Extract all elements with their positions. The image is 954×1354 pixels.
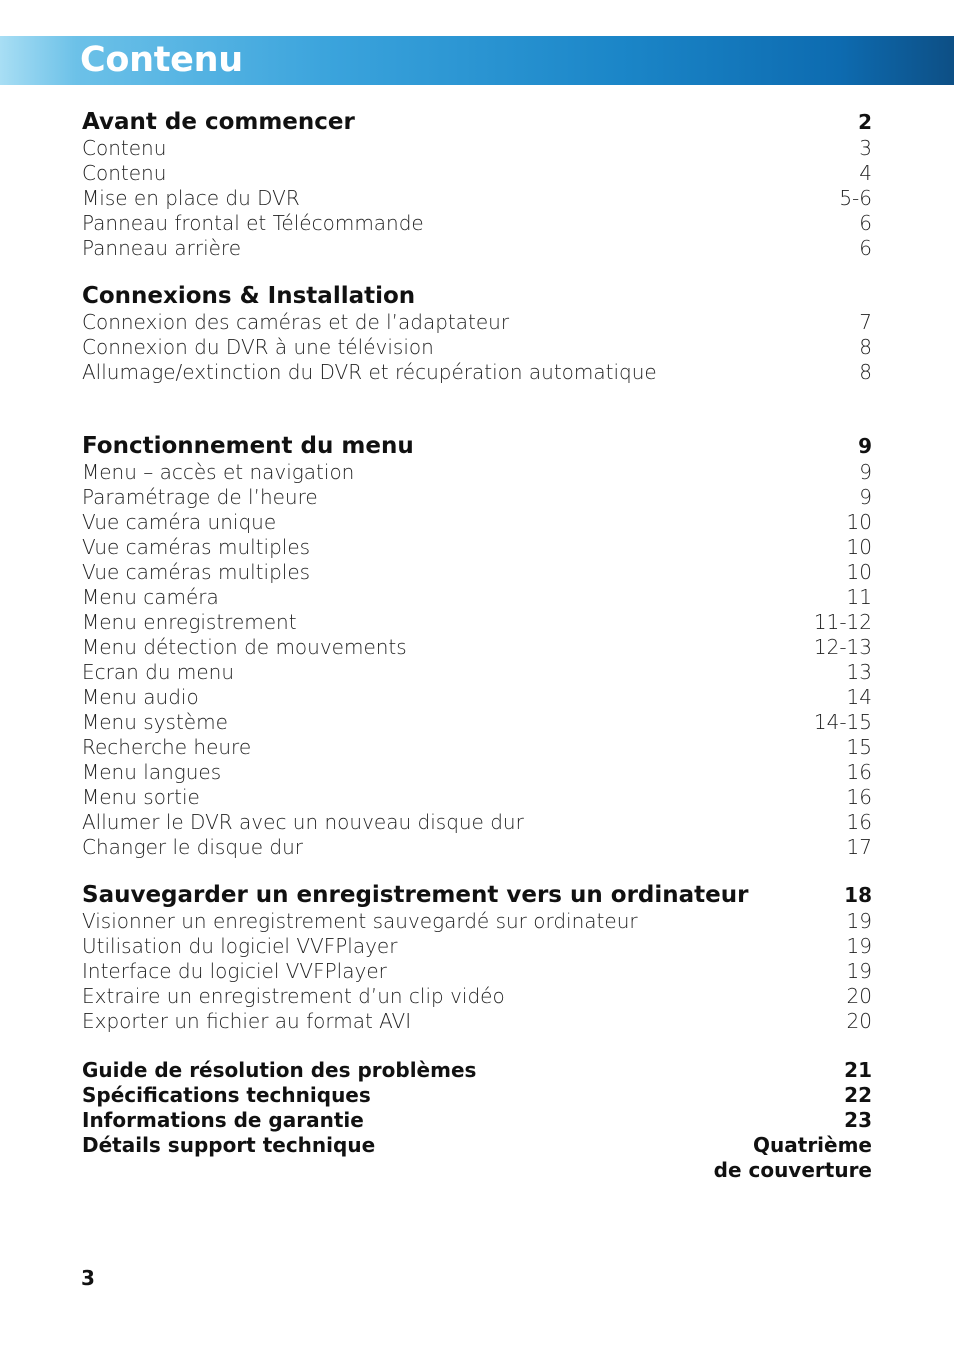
entry-page: Quatrième bbox=[753, 1133, 872, 1157]
toc-entry bbox=[82, 211, 872, 236]
entry-page: 16 bbox=[846, 810, 872, 834]
spacer bbox=[82, 1034, 872, 1058]
entry-label: Contenu bbox=[82, 136, 167, 160]
toc-section-fonctionnement-menu bbox=[82, 433, 872, 860]
entry-label: Changer le disque dur bbox=[82, 835, 303, 859]
section-heading bbox=[82, 283, 872, 310]
toc-entry bbox=[82, 984, 872, 1009]
entry-page: 19 bbox=[846, 959, 872, 983]
entry-page: 22 bbox=[844, 1083, 872, 1107]
entry-label: Recherche heure bbox=[82, 735, 252, 759]
entry-page: 11-12 bbox=[813, 610, 872, 634]
section-title: Avant de commencer bbox=[82, 109, 355, 135]
entry-label: Connexion du DVR à une télévision bbox=[82, 335, 434, 359]
entry-label: Menu système bbox=[82, 710, 228, 734]
entry-label: Ecran du menu bbox=[82, 660, 235, 684]
entry-page: 11 bbox=[846, 585, 872, 609]
entry-label: Panneau arrière bbox=[82, 236, 242, 260]
entry-label: Vue caméra unique bbox=[82, 510, 277, 534]
toc-entry bbox=[82, 560, 872, 585]
toc-section-appendices bbox=[82, 1058, 872, 1183]
toc-entry bbox=[82, 535, 872, 560]
section-page: 9 bbox=[858, 434, 872, 458]
entry-page: 12-13 bbox=[813, 635, 872, 659]
toc-entry bbox=[82, 835, 872, 860]
entry-label: Menu audio bbox=[82, 685, 199, 709]
entry-label: Interface du logiciel VVFPlayer bbox=[82, 959, 387, 983]
entry-label: Informations de garantie bbox=[82, 1108, 364, 1132]
entry-page: 13 bbox=[846, 660, 872, 684]
entry-label: Contenu bbox=[82, 161, 167, 185]
toc-entry bbox=[82, 510, 872, 535]
toc-entry bbox=[82, 610, 872, 635]
entry-page: 4 bbox=[859, 161, 872, 185]
toc-entry bbox=[82, 460, 872, 485]
entry-page: 16 bbox=[846, 785, 872, 809]
toc-entry bbox=[82, 660, 872, 685]
entry-label: Paramétrage de l’heure bbox=[82, 485, 318, 509]
toc-entry bbox=[82, 1083, 872, 1108]
toc-entry bbox=[82, 236, 872, 261]
entry-page: 19 bbox=[846, 909, 872, 933]
entry-page: 10 bbox=[846, 510, 872, 534]
entry-page: 17 bbox=[846, 835, 872, 859]
entry-label: Vue caméras multiples bbox=[82, 535, 311, 559]
section-title: Fonctionnement du menu bbox=[82, 433, 414, 459]
toc-entry bbox=[82, 335, 872, 360]
section-heading bbox=[82, 433, 872, 460]
toc-entry bbox=[82, 785, 872, 810]
toc-entry bbox=[82, 485, 872, 510]
toc-section-avant-de-commencer bbox=[82, 109, 872, 261]
entry-label: Visionner un enregistrement sauvegardé sur ordinateur bbox=[82, 909, 638, 933]
section-title: Sauvegarder un enregistrement vers un ordinateur bbox=[82, 882, 749, 908]
entry-label: Détails support technique bbox=[82, 1133, 376, 1157]
entry-page: 9 bbox=[859, 485, 872, 509]
toc-entry bbox=[82, 635, 872, 660]
toc-entry bbox=[82, 710, 872, 735]
entry-label: Menu enregistrement bbox=[82, 610, 297, 634]
entry-label: Extraire un enregistrement d’un clip vidéo bbox=[82, 984, 505, 1008]
section-page: 18 bbox=[844, 883, 872, 907]
entry-page: 9 bbox=[859, 460, 872, 484]
toc-entry bbox=[82, 360, 872, 385]
entry-page: 15 bbox=[846, 735, 872, 759]
entry-page: 14 bbox=[846, 685, 872, 709]
spacer bbox=[82, 385, 872, 433]
section-heading bbox=[82, 882, 872, 909]
toc-entry bbox=[82, 810, 872, 835]
entry-label: Mise en place du DVR bbox=[82, 186, 300, 210]
entry-label: Guide de résolution des problèmes bbox=[82, 1058, 477, 1082]
entry-label: Connexion des caméras et de l’adaptateur bbox=[82, 310, 510, 334]
entry-label: Panneau frontal et Télécommande bbox=[82, 211, 424, 235]
header-banner bbox=[0, 36, 954, 85]
toc-entry bbox=[82, 1009, 872, 1034]
page-number: 3 bbox=[81, 1266, 95, 1290]
entry-page: 5-6 bbox=[839, 186, 872, 210]
toc-entry bbox=[82, 1058, 872, 1083]
toc-entry bbox=[82, 1133, 872, 1158]
toc-entry bbox=[82, 161, 872, 186]
toc-entry bbox=[82, 959, 872, 984]
entry-label: Allumage/extinction du DVR et récupération automatique bbox=[82, 360, 657, 384]
entry-page: 14-15 bbox=[813, 710, 872, 734]
entry-page: 6 bbox=[859, 236, 872, 260]
section-page: 2 bbox=[858, 110, 872, 134]
toc-entry bbox=[82, 735, 872, 760]
entry-label: Menu – accès et navigation bbox=[82, 460, 355, 484]
entry-label: Menu caméra bbox=[82, 585, 219, 609]
entry-label: Menu détection de mouvements bbox=[82, 635, 407, 659]
section-heading bbox=[82, 109, 872, 136]
toc-entry bbox=[82, 310, 872, 335]
entry-page-continuation: de couverture bbox=[713, 1158, 872, 1182]
toc-section-connexions bbox=[82, 283, 872, 385]
spacer bbox=[82, 261, 872, 283]
spacer bbox=[82, 860, 872, 882]
toc-entry bbox=[82, 136, 872, 161]
table-of-contents bbox=[82, 109, 872, 1183]
entry-page: 23 bbox=[844, 1108, 872, 1132]
toc-entry bbox=[82, 760, 872, 785]
toc-entry bbox=[82, 1108, 872, 1133]
toc-entry bbox=[82, 186, 872, 211]
entry-label: Menu sortie bbox=[82, 785, 200, 809]
toc-entry bbox=[82, 585, 872, 610]
toc-entry bbox=[82, 934, 872, 959]
entry-page: 10 bbox=[846, 560, 872, 584]
entry-page: 20 bbox=[846, 1009, 872, 1033]
entry-label: Utilisation du logiciel VVFPlayer bbox=[82, 934, 398, 958]
entry-page: 3 bbox=[859, 136, 872, 160]
toc-entry bbox=[82, 685, 872, 710]
page-title: Contenu bbox=[80, 40, 243, 80]
entry-page: 6 bbox=[859, 211, 872, 235]
entry-page: 20 bbox=[846, 984, 872, 1008]
entry-page: 8 bbox=[859, 360, 872, 384]
entry-page: 21 bbox=[844, 1058, 872, 1082]
entry-label: Exporter un fichier au format AVI bbox=[82, 1009, 412, 1033]
entry-label: Spécifications techniques bbox=[82, 1083, 371, 1107]
toc-section-sauvegarder bbox=[82, 882, 872, 1034]
entry-page: 10 bbox=[846, 535, 872, 559]
entry-label: Allumer le DVR avec un nouveau disque dur bbox=[82, 810, 524, 834]
section-title: Connexions & Installation bbox=[82, 283, 416, 309]
entry-label: Menu langues bbox=[82, 760, 222, 784]
entry-page: 7 bbox=[859, 310, 872, 334]
entry-page: 16 bbox=[846, 760, 872, 784]
entry-page: 8 bbox=[859, 335, 872, 359]
toc-entry bbox=[82, 909, 872, 934]
entry-label: Vue caméras multiples bbox=[82, 560, 311, 584]
entry-page: 19 bbox=[846, 934, 872, 958]
